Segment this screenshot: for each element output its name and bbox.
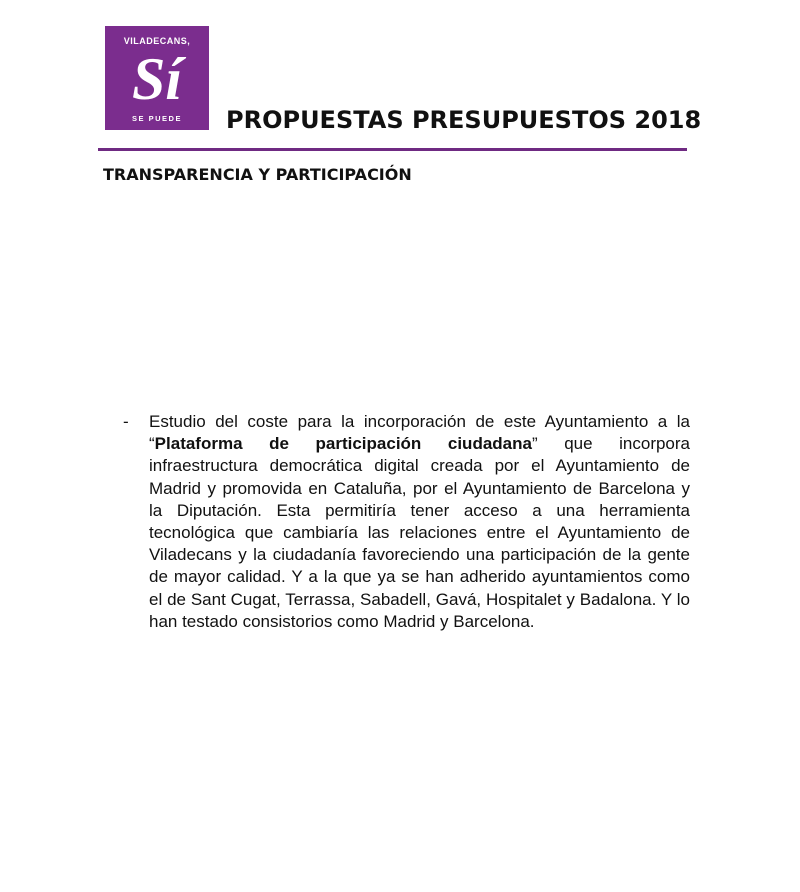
document-title: PROPUESTAS PRESUPUESTOS 2018 <box>226 106 702 134</box>
logo-main-text: Sí <box>131 46 183 112</box>
proposal-bold-text: Plataforma de participación ciudadana <box>154 434 532 454</box>
logo-top-text: VILADECANS, <box>123 36 191 46</box>
section-heading: TRANSPARENCIA Y PARTICIPACIÓN <box>103 165 412 184</box>
header-divider <box>98 148 687 151</box>
logo-bottom-text: SE PUEDE <box>132 114 182 123</box>
list-bullet: - <box>123 412 129 431</box>
logo <box>105 26 209 130</box>
proposal-text-start: Estudio del coste para la incorporación de este Ayuntamiento a la “ <box>149 412 690 454</box>
proposal-paragraph <box>149 411 690 633</box>
proposal-text-end: ” que incorpora infraestructura democrática digital creada por el Ayuntamiento de Madrid y promovida en Cataluña, por el Ayuntamiento de Barcelona y la Diputación. Esta permitiría tener acceso a una herramienta tecnológica que cambiaría las relaciones entre el Ayuntamiento de Viladecans y la ciudadanía favoreciendo una participación de la gente de mayor calidad. Y a la que ya se han adherido ayuntamientos como el de Sant Cugat, Terrassa, Sabadell, Gavá, Hospitalet y Badalona. Y lo han testado consistorios como Madrid y Barcelona. <box>149 434 690 631</box>
